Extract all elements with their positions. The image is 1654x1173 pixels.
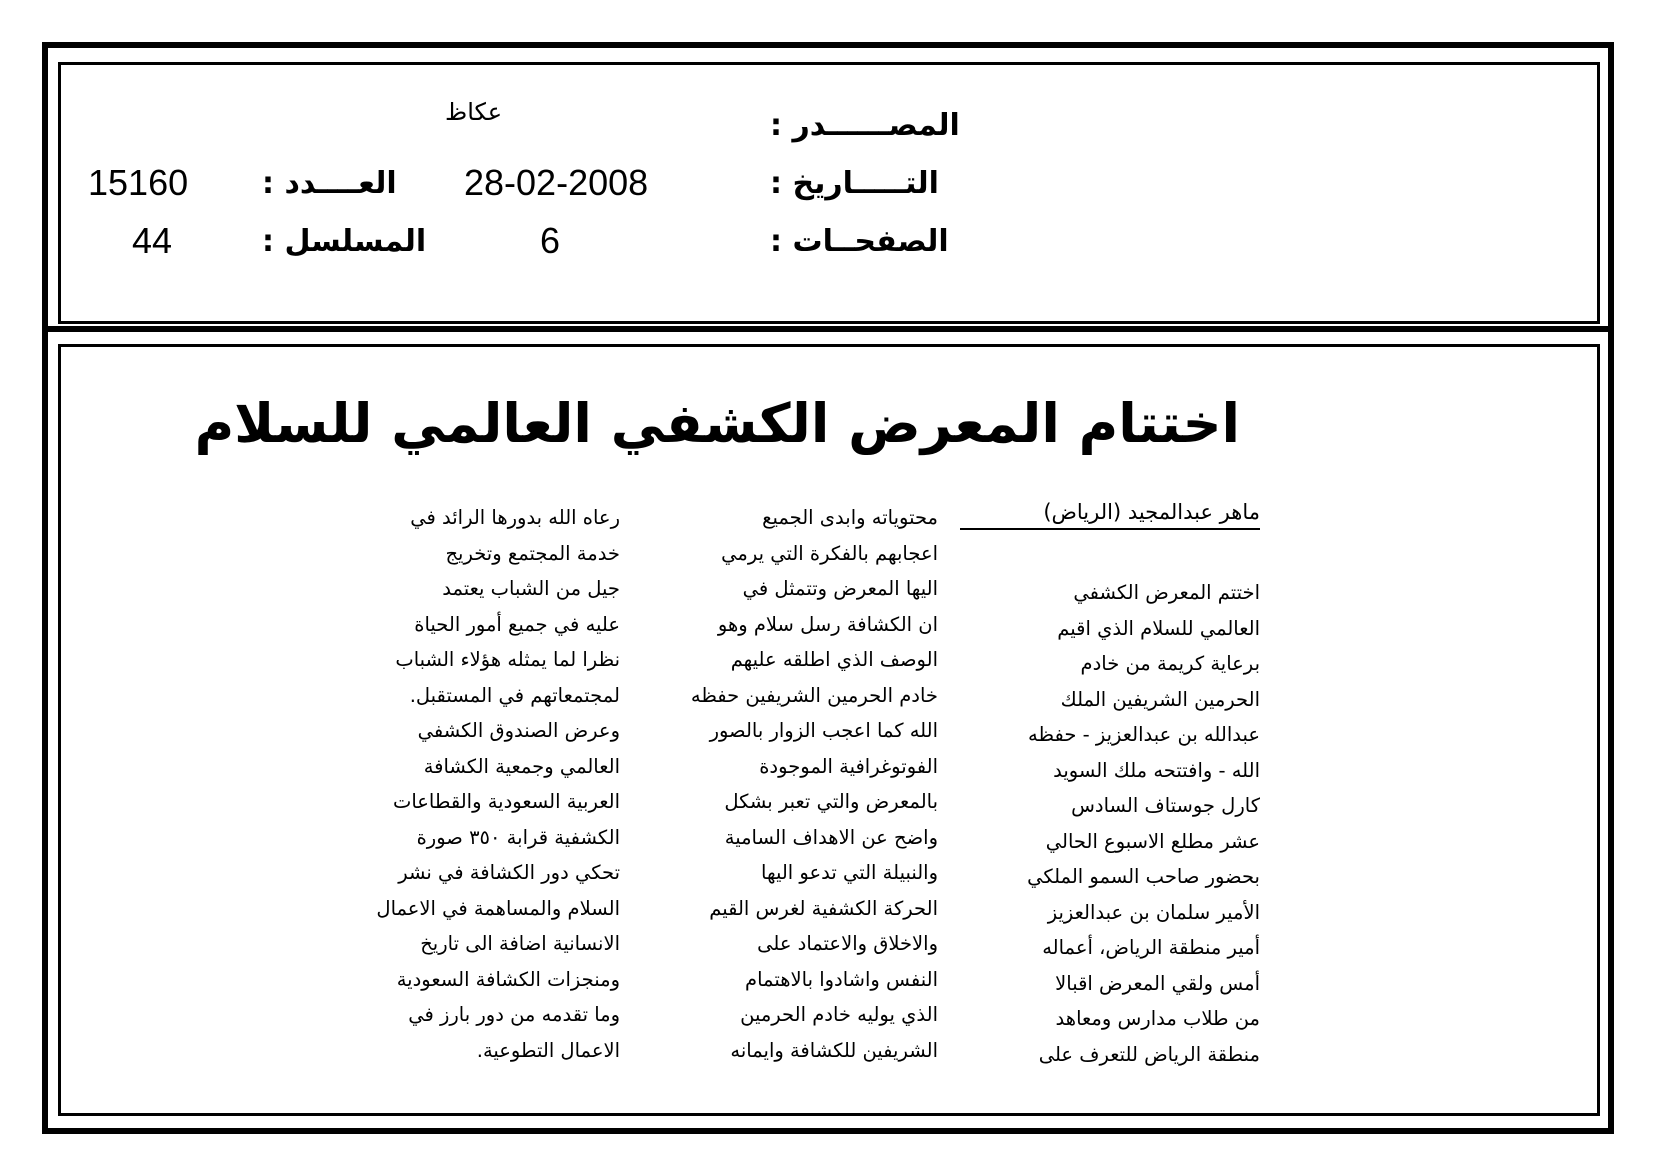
- text-line: الانسانية اضافة الى تاريخ: [420, 932, 620, 955]
- text-line: خادم الحرمين الشريفين حفظه: [690, 683, 938, 707]
- source-label: المصــــــدر :: [770, 108, 960, 143]
- text-line: بالمعرض والتي تعبر بشكل: [724, 790, 938, 813]
- text-line: الله - وافتتحه ملك السويد: [1053, 758, 1260, 782]
- text-line: والنبيلة التي تدعو اليها: [761, 861, 938, 884]
- text-line: كارل جوستاف السادس: [1071, 794, 1260, 817]
- text-line: نظرا لما يمثله هؤلاء الشباب: [395, 648, 620, 671]
- text-line: الفوتوغرافية الموجودة: [759, 754, 938, 778]
- text-line: جيل من الشباب يعتمد: [442, 577, 620, 600]
- text-line: الاعمال التطوعية.: [476, 1038, 620, 1062]
- text-line: النفس واشادوا بالاهتمام: [745, 967, 938, 991]
- date-label: التـــــاريخ :: [770, 166, 939, 201]
- text-line: الله كما اعجب الزوار بالصور: [709, 719, 938, 742]
- text-line: تحكي دور الكشافة في نشر: [398, 861, 620, 884]
- text-line: الكشفية قرابة ٣٥٠ صورة: [416, 825, 620, 849]
- text-line: ومنجزات الكشافة السعودية: [396, 967, 620, 991]
- text-line: اعجابهم بالفكرة التي يرمي: [721, 541, 938, 565]
- text-line: عشر مطلع الاسبوع الحالي: [1045, 829, 1260, 853]
- text-line: اليها المعرض وتتمثل في: [742, 577, 938, 600]
- text-line: الذي يوليه خادم الحرمين: [740, 1003, 938, 1026]
- pages-label: الصفحــات :: [770, 224, 949, 259]
- text-line: برعاية كريمة من خادم: [1080, 652, 1260, 675]
- article-byline: ماهر عبدالمجيد (الرياض): [960, 500, 1260, 530]
- article-headline: اختتام المعرض الكشفي العالمي للسلام: [194, 392, 1240, 455]
- text-line: عليه في جميع أمور الحياة: [414, 612, 620, 636]
- text-line: الأمير سلمان بن عبدالعزيز: [1047, 900, 1260, 924]
- text-line: خدمة المجتمع وتخريج: [445, 541, 620, 565]
- text-line: منطقة الرياض للتعرف على: [1038, 1042, 1260, 1066]
- text-line: عبدالله بن عبدالعزيز - حفظه: [1028, 723, 1260, 746]
- text-line: الحرمين الشريفين الملك: [1060, 687, 1260, 711]
- pages-value: 6: [540, 220, 561, 261]
- date-value: 28-02-2008: [464, 162, 649, 203]
- text-line: الحركة الكشفية لغرس القيم: [709, 896, 938, 920]
- text-line: بحضور صاحب السمو الملكي: [1027, 865, 1260, 888]
- source-value: عكاظ: [445, 98, 503, 126]
- text-line: محتوياته وابدى الجميع: [762, 506, 938, 529]
- text-line: ان الكشافة رسل سلام وهو: [717, 612, 938, 636]
- text-line: وعرض الصندوق الكشفي: [417, 719, 620, 742]
- text-line: العالمي للسلام الذي اقيم: [1057, 616, 1260, 640]
- issue-label: العــــدد :: [262, 166, 397, 201]
- text-line: الوصف الذي اطلقه عليهم: [730, 648, 938, 671]
- serial-label: المسلسل :: [262, 224, 427, 259]
- text-line: والاخلاق والاعتماد على: [757, 932, 938, 955]
- article-column-3: [320, 500, 620, 1068]
- text-line: رعاه الله بدورها الرائد في: [410, 506, 620, 529]
- issue-value: 15160: [88, 162, 189, 203]
- article-column-2: [640, 500, 938, 1068]
- text-line: اختتم المعرض الكشفي: [1073, 581, 1260, 604]
- text-line: وما تقدمه من دور بارز في: [408, 1003, 620, 1026]
- text-line: لمجتمعاتهم في المستقبل.: [409, 683, 620, 707]
- header-separator: [42, 326, 1614, 332]
- text-line: أمير منطقة الرياض، أعماله: [1042, 936, 1260, 959]
- text-line: العالمي وجمعية الكشافة: [423, 754, 620, 778]
- text-line: من طلاب مدارس ومعاهد: [1055, 1007, 1260, 1030]
- text-line: الشريفين للكشافة وايمانه: [730, 1038, 938, 1062]
- article-column-1: [960, 575, 1260, 1072]
- serial-value: 44: [132, 220, 173, 261]
- text-line: واضح عن الاهداف السامية: [724, 825, 938, 849]
- text-line: العربية السعودية والقطاعات: [392, 790, 620, 813]
- text-line: أمس ولقي المعرض اقبالا: [1055, 971, 1260, 995]
- text-line: السلام والمساهمة في الاعمال: [376, 896, 620, 920]
